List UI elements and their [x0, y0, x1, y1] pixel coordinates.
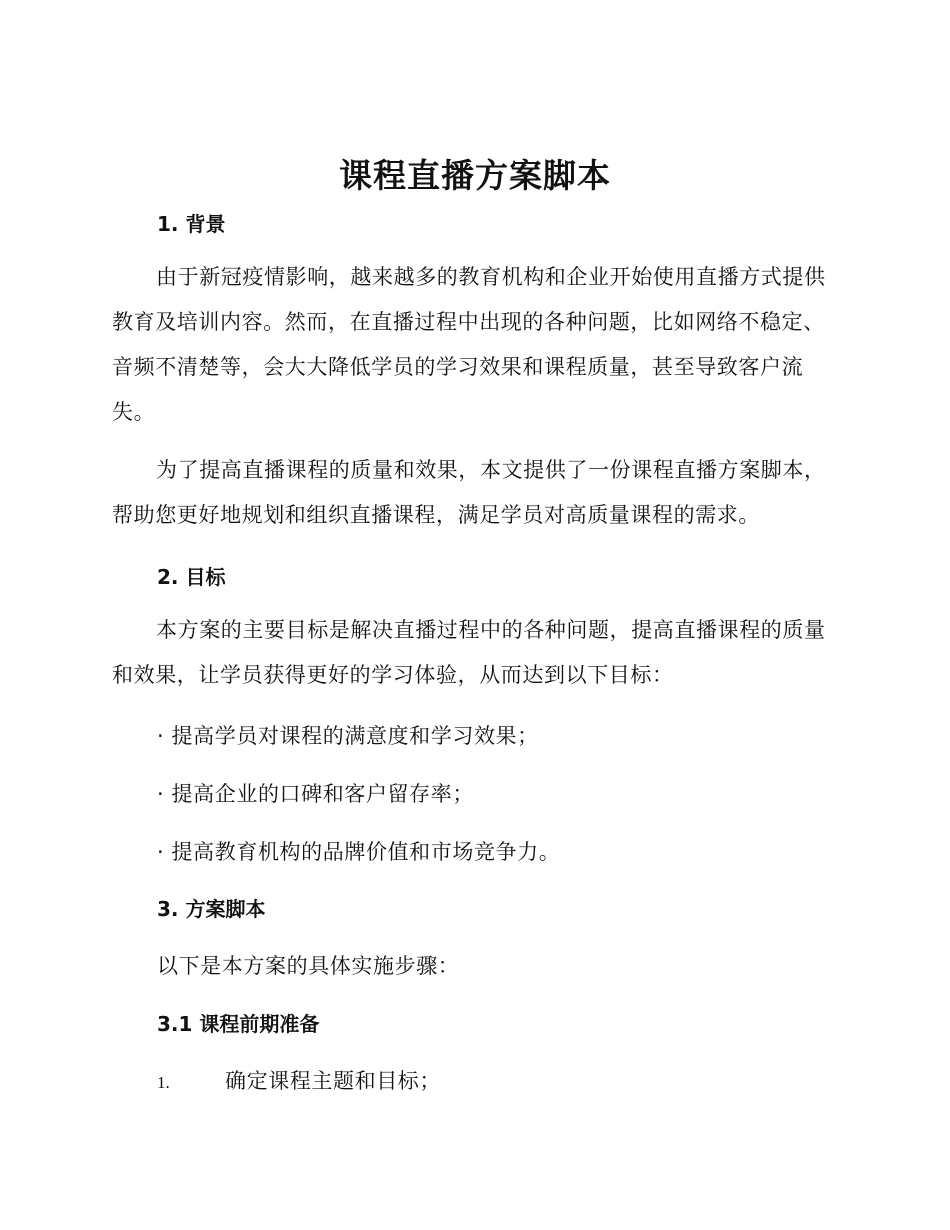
document-title: 课程直播方案脚本: [339, 156, 611, 195]
section-heading-background: 1. 背景: [157, 212, 226, 236]
section-heading-goals: 2. 目标: [157, 565, 226, 589]
subsection-heading-preparation: 3.1 课程前期准备: [157, 1012, 320, 1036]
paragraph-background-2: 为了提高直播课程的质量和效果，本文提供了一份课程直播方案脚本，帮助您更好地规划和组织直播课程，满足学员对高质量课程的需求。: [112, 458, 826, 527]
goal-bullet-item: · 提高学员对课程的满意度和学习效果；: [157, 724, 539, 748]
goal-bullet-item: · 提高企业的口碑和客户留存率；: [157, 782, 474, 806]
paragraph-goals: 本方案的主要目标是解决直播过程中的各种问题，提高直播课程的质量和效果，让学员获得更好的学习体验，从而达到以下目标：: [112, 618, 826, 687]
list-item-number: 1.: [157, 1073, 170, 1092]
numbered-list-item: [157, 1065, 441, 1095]
goal-bullet-item: · 提高教育机构的品牌价值和市场竞争力。: [157, 840, 561, 864]
section-heading-script: 3. 方案脚本: [157, 897, 266, 921]
paragraph-background-1: 由于新冠疫情影响，越来越多的教育机构和企业开始使用直播方式提供教育及培训内容。然而，在直播过程中出现的各种问题，比如网络不稳定、音频不清楚等，会大大降低学员的学习效果和课程质量，甚至导致客户流失。: [112, 265, 826, 424]
list-item-text: 确定课程主题和目标；: [225, 1069, 441, 1093]
script-intro: 以下是本方案的具体实施步骤：: [157, 954, 460, 978]
